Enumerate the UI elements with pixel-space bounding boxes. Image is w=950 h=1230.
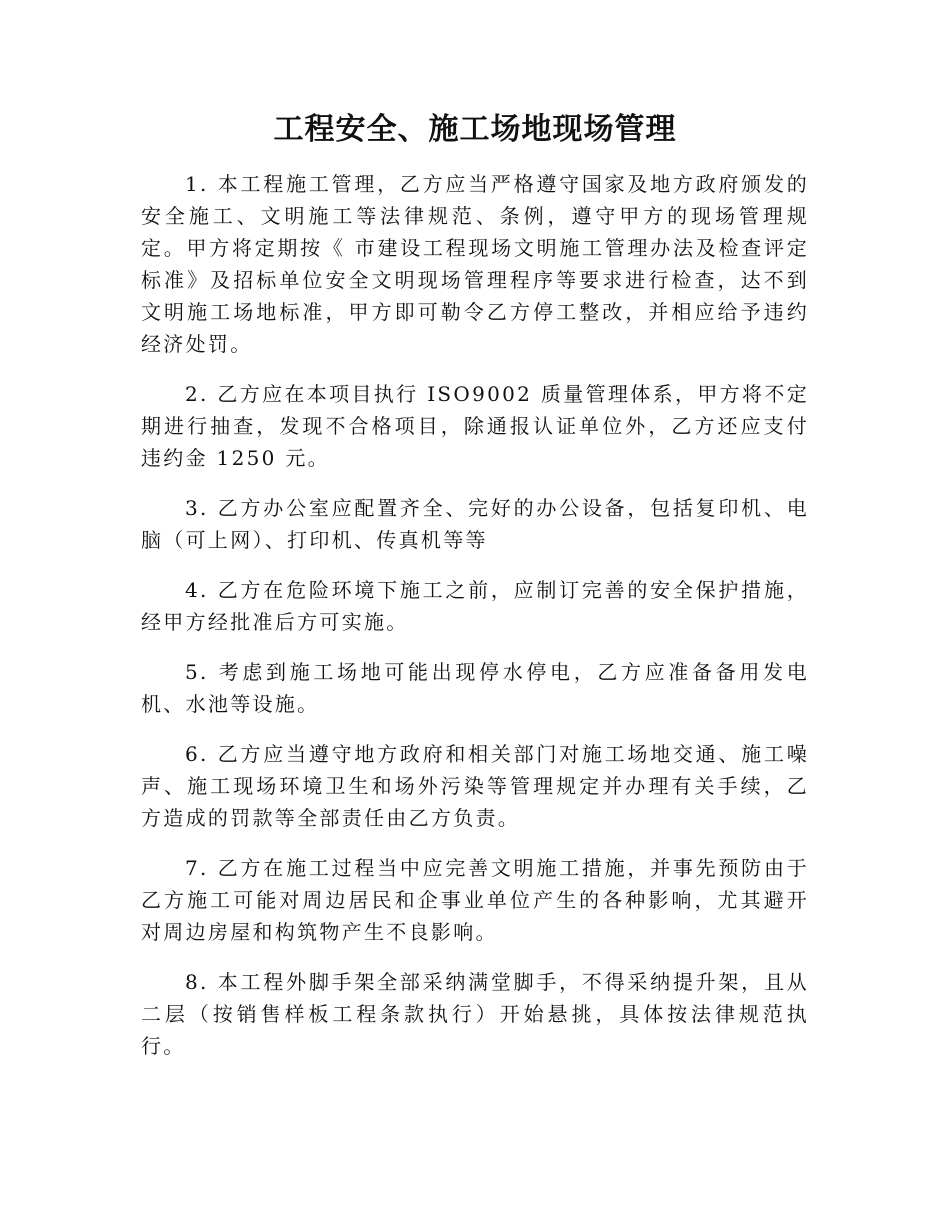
paragraph-2: 2. 乙方应在本项目执行 ISO9002 质量管理体系，甲方将不定期进行抽查，发现不合格项目，除通报认证单位外，乙方还应支付违约金 1250 元。 — [141, 382, 809, 470]
paragraph-8: 8. 本工程外脚手架全部采纳满堂脚手，不得采纳提升架，且从二层（按销售样板工程条款执行）开始悬挑，具体按法律规范执行。 — [141, 970, 809, 1058]
paragraph-4: 4. 乙方在危险环境下施工之前，应制订完善的安全保护措施，经甲方经批准后方可实施。 — [141, 578, 809, 634]
paragraph-6: 6. 乙方应当遵守地方政府和相关部门对施工场地交通、施工噪声、施工现场环境卫生和场外污染等管理规定并办理有关手续，乙方造成的罚款等全部责任由乙方负责。 — [141, 742, 809, 830]
paragraph-5: 5. 考虑到施工场地可能出现停水停电，乙方应准备备用发电机、水池等设施。 — [141, 660, 809, 716]
paragraph-3: 3. 乙方办公室应配置齐全、完好的办公设备，包括复印机、电脑（可上网）、打印机、传真机等等 — [141, 496, 809, 552]
document-body — [141, 168, 809, 1080]
document-title: 工程安全、施工场地现场管理 — [273, 112, 677, 147]
paragraph-7: 7. 乙方在施工过程当中应完善文明施工措施，并事先预防由于乙方施工可能对周边居民和企事业单位产生的各种影响，尤其避开对周边房屋和构筑物产生不良影响。 — [141, 856, 809, 944]
paragraph-1: 1. 本工程施工管理，乙方应当严格遵守国家及地方政府颁发的安全施工、文明施工等法律规范、条例，遵守甲方的现场管理规定。甲方将定期按《 市建设工程现场文明施工管理办法及检查评定标准》及招标单位安全文明现场管理程序等要求进行检查，达不到文明施工场地标准，甲方即可勒令乙方停工整改，并相应给予违约经济处罚。 — [141, 172, 809, 356]
